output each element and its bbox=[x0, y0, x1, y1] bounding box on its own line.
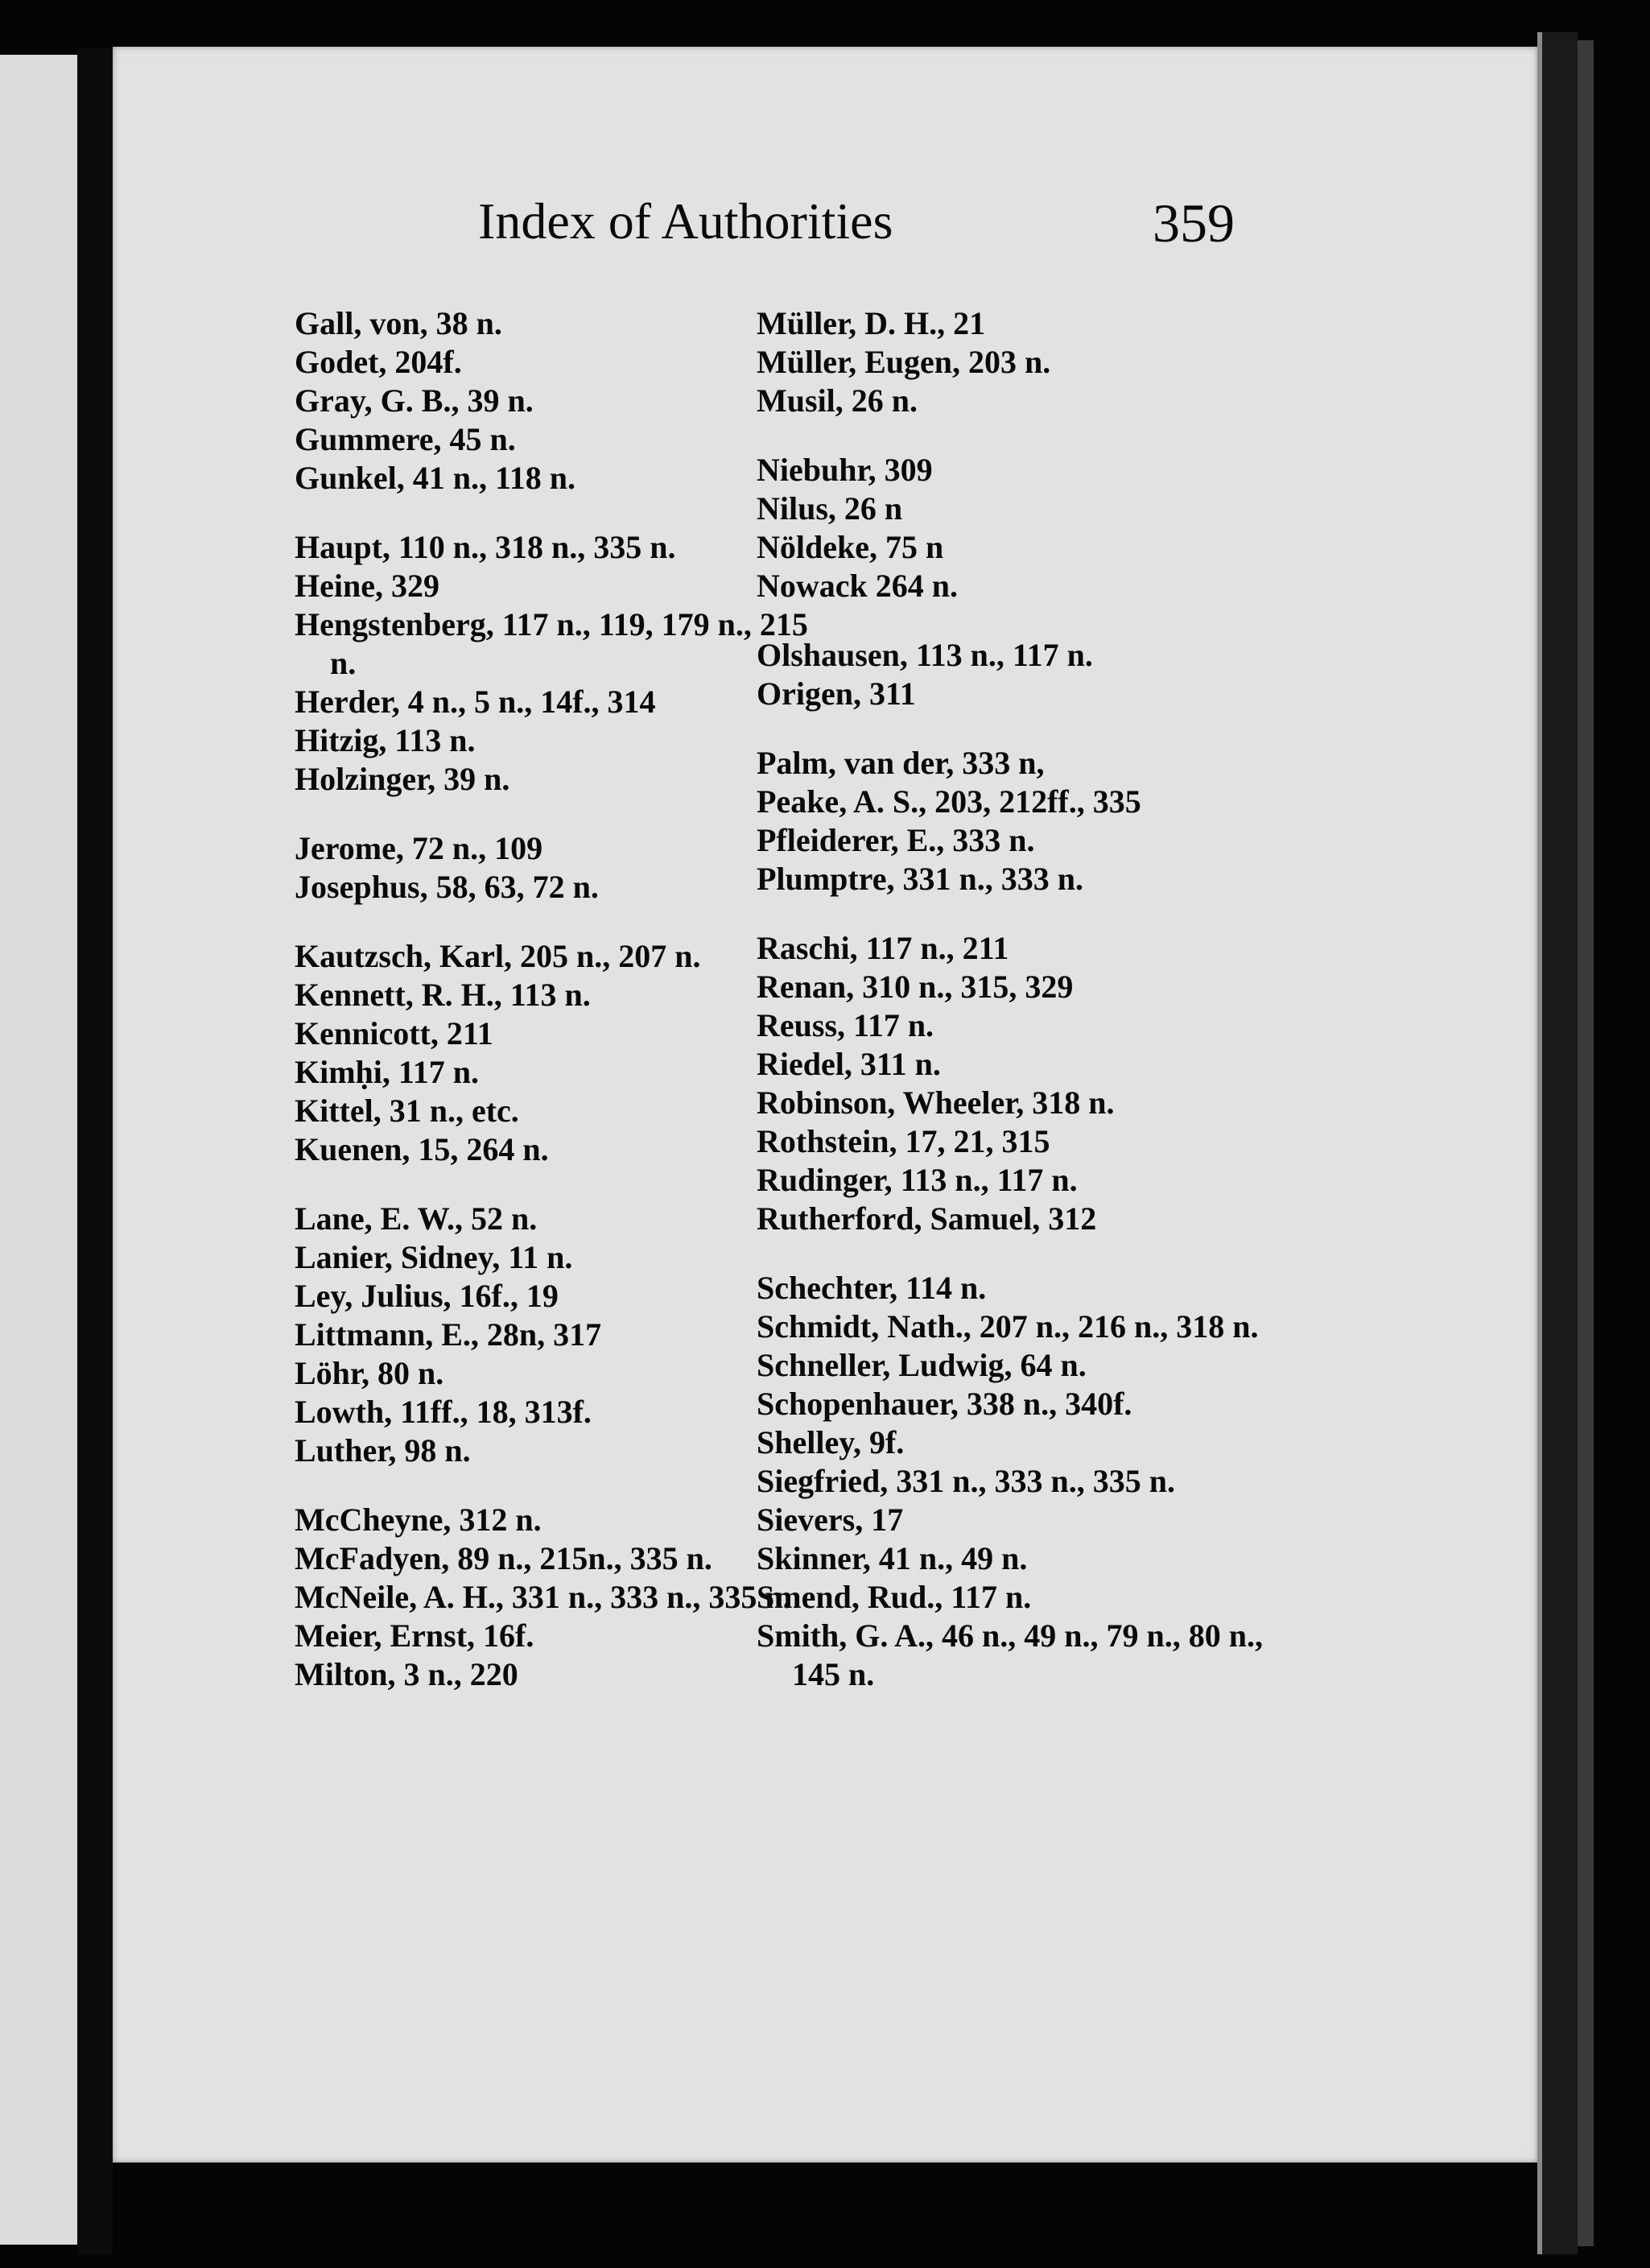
index-entry: Godet, 204f. bbox=[295, 344, 462, 380]
index-entry: Gunkel, 41 n., 118 n. bbox=[295, 460, 576, 496]
index-group bbox=[757, 304, 1280, 420]
index-entry: Gall, von, 38 n. bbox=[295, 305, 502, 341]
index-group bbox=[757, 744, 1280, 899]
index-entry: Gummere, 45 n. bbox=[295, 421, 516, 457]
book-cover-edge bbox=[1578, 40, 1594, 2246]
index-entry: Luther, 98 n. bbox=[295, 1432, 471, 1469]
index-entry: Schopenhauer, 338 n., 340f. bbox=[757, 1386, 1132, 1422]
index-entry: Peake, A. S., 203, 212ff., 335 bbox=[757, 783, 1141, 820]
index-group bbox=[295, 937, 818, 1169]
index-entry: Niebuhr, 309 bbox=[757, 452, 933, 488]
index-entry: McNeile, A. H., 331 n., 333 n., 335 n. bbox=[295, 1579, 791, 1615]
index-entry: Holzinger, 39 n. bbox=[295, 761, 510, 797]
index-entry: Rutherford, Samuel, 312 bbox=[757, 1200, 1097, 1237]
index-entry: Müller, Eugen, 203 n. bbox=[757, 344, 1051, 380]
index-entry: Heine, 329 bbox=[295, 568, 439, 604]
index-entry: Nowack 264 n. bbox=[757, 568, 959, 604]
index-group bbox=[757, 451, 1280, 605]
index-entry: Kennett, R. H., 113 n. bbox=[295, 977, 591, 1013]
index-entry: Kimḥi, 117 n. bbox=[295, 1054, 479, 1090]
index-entry: McCheyne, 312 n. bbox=[295, 1502, 542, 1538]
index-entry: Milton, 3 n., 220 bbox=[295, 1656, 518, 1692]
index-entry: Ley, Julius, 16f., 19 bbox=[295, 1278, 559, 1314]
facing-page-edge bbox=[0, 55, 77, 2245]
index-entry: Smend, Rud., 117 n. bbox=[757, 1579, 1032, 1615]
index-entry: Haupt, 110 n., 318 n., 335 n. bbox=[295, 529, 676, 565]
index-entry: Nöldeke, 75 n bbox=[757, 529, 944, 565]
index-entry: Lanier, Sidney, 11 n. bbox=[295, 1239, 573, 1275]
page-header bbox=[478, 192, 1235, 272]
index-entry: Josephus, 58, 63, 72 n. bbox=[295, 869, 599, 905]
index-entry: Hengstenberg, 117 n., 119, 179 n., 215 n. bbox=[295, 606, 808, 681]
index-entry: Kittel, 31 n., etc. bbox=[295, 1093, 519, 1129]
index-group bbox=[295, 1200, 818, 1470]
index-entry: Lane, E. W., 52 n. bbox=[295, 1200, 538, 1237]
index-entry: Schneller, Ludwig, 64 n. bbox=[757, 1347, 1087, 1383]
index-column-right bbox=[757, 304, 1280, 1725]
index-group bbox=[295, 1501, 818, 1694]
index-entry: Schmidt, Nath., 207 n., 216 n., 318 n. bbox=[757, 1308, 1259, 1345]
index-entry: Schechter, 114 n. bbox=[757, 1270, 987, 1306]
index-entry: Gray, G. B., 39 n. bbox=[295, 382, 534, 419]
book-page-edge bbox=[1537, 32, 1578, 2254]
index-entry: Palm, van der, 333 n, bbox=[757, 745, 1045, 781]
index-entry: Nilus, 26 n bbox=[757, 490, 903, 527]
index-entry: Hitzig, 113 n. bbox=[295, 722, 476, 758]
index-group bbox=[295, 829, 818, 907]
index-group bbox=[757, 929, 1280, 1238]
index-entry: Lowth, 11ff., 18, 313f. bbox=[295, 1394, 592, 1430]
book-gutter bbox=[77, 48, 113, 2254]
index-entry: Smith, G. A., 46 n., 49 n., 79 n., 80 n., 145 n. bbox=[757, 1617, 1264, 1692]
index-entry: Plumptre, 331 n., 333 n. bbox=[757, 861, 1083, 897]
index-group bbox=[295, 528, 818, 799]
book-page bbox=[113, 47, 1537, 2163]
index-entry: Sievers, 17 bbox=[757, 1502, 904, 1538]
index-entry: Origen, 311 bbox=[757, 675, 916, 712]
index-entry: Riedel, 311 n. bbox=[757, 1046, 941, 1082]
index-group bbox=[757, 1269, 1280, 1694]
index-entry: Musil, 26 n. bbox=[757, 382, 918, 419]
index-entry: Olshausen, 113 n., 117 n. bbox=[757, 637, 1093, 673]
index-entry: Meier, Ernst, 16f. bbox=[295, 1617, 534, 1654]
index-entry: Littmann, E., 28n, 317 bbox=[295, 1316, 602, 1353]
index-entry: Herder, 4 n., 5 n., 14f., 314 bbox=[295, 684, 656, 720]
index-entry: Rudinger, 113 n., 117 n. bbox=[757, 1162, 1078, 1198]
index-entry: Kuenen, 15, 264 n. bbox=[295, 1131, 549, 1167]
index-entry: Pfleiderer, E., 333 n. bbox=[757, 822, 1035, 858]
index-entry: Jerome, 72 n., 109 bbox=[295, 830, 543, 866]
index-entry: Kautzsch, Karl, 205 n., 207 n. bbox=[295, 938, 701, 974]
page-number: 359 bbox=[1153, 192, 1235, 254]
index-entry: Siegfried, 331 n., 333 n., 335 n. bbox=[757, 1463, 1176, 1499]
index-entry: Raschi, 117 n., 211 bbox=[757, 930, 1009, 966]
index-group bbox=[295, 304, 818, 498]
index-column-left bbox=[295, 304, 818, 1725]
index-entry: McFadyen, 89 n., 215n., 335 n. bbox=[295, 1540, 712, 1576]
index-entry: Renan, 310 n., 315, 329 bbox=[757, 969, 1074, 1005]
index-entry: Löhr, 80 n. bbox=[295, 1355, 444, 1391]
index-entry: Kennicott, 211 bbox=[295, 1015, 493, 1051]
index-group bbox=[757, 636, 1280, 713]
index-entry: Rothstein, 17, 21, 315 bbox=[757, 1123, 1050, 1159]
index-entry: Shelley, 9f. bbox=[757, 1424, 905, 1460]
page-title: Index of Authorities bbox=[478, 192, 893, 250]
index-entry: Skinner, 41 n., 49 n. bbox=[757, 1540, 1028, 1576]
index-entry: Müller, D. H., 21 bbox=[757, 305, 986, 341]
index-entry: Reuss, 117 n. bbox=[757, 1007, 934, 1043]
index-entry: Robinson, Wheeler, 318 n. bbox=[757, 1084, 1115, 1121]
